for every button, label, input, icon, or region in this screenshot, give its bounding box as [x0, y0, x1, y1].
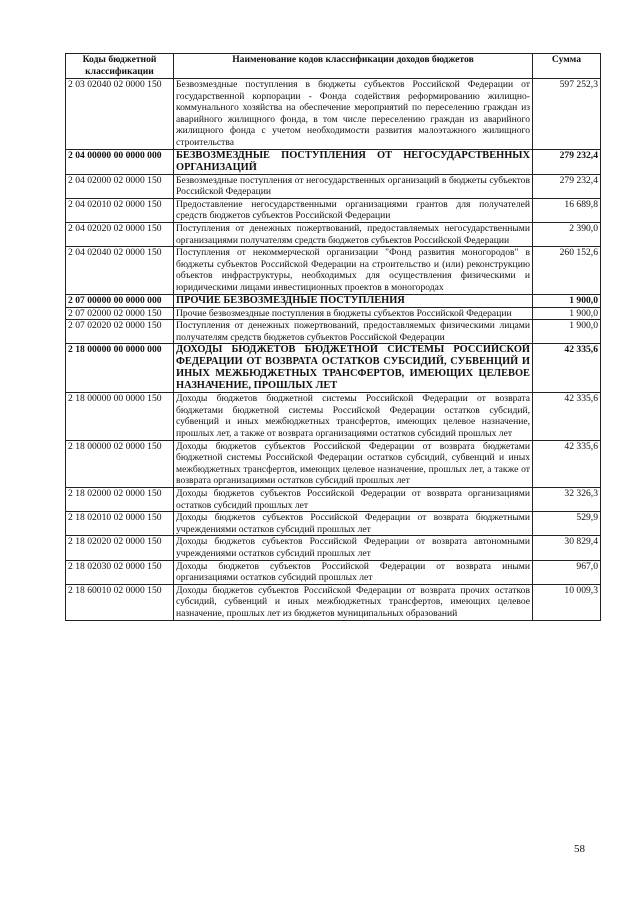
table-header-row: [66, 54, 601, 79]
row-name: Предоставление негосударственными организациями грантов для получателей средств бюджетов субъектов Российской Федерации: [174, 198, 533, 222]
row-amount: 42 335,6: [533, 344, 601, 393]
row-name: Поступления от некоммерческой организации "Фонд развития моногородов" в бюджеты субъектов Российской Федерации на строительство и (или) реконструкцию объектов инфраструктуры, необходимых для осуществления физическими и юридическими лицами инвестиционных проектов в моногородах: [174, 247, 533, 294]
row-amount: 279 232,4: [533, 149, 601, 174]
row-name: Безвозмездные поступления в бюджеты субъектов Российской Федерации от государственной корпорации - Фонда содействия реформированию жилищно-коммунального хозяйства на обеспечение мероприятий по переселению граждан из аварийного жилищного фонда, в том числе переселению граждан из аварийного жилищного фонда с учетом необходимости развития малоэтажного жилищного строительства: [174, 79, 533, 150]
row-amount: 279 232,4: [533, 174, 601, 198]
row-code: 2 18 00000 02 0000 150: [66, 440, 174, 487]
table-row: [66, 294, 601, 307]
budget-revenue-table: [65, 53, 601, 621]
row-name: Доходы бюджетов субъектов Российской Федерации от возврата бюджетами бюджетной системы Российской Федерации остатков субсидий, субвенций и иных межбюджетных трансфертов, имеющих целевое назначение, прошлых лет, а также от возврата организациями остатков субсидий прошлых лет: [174, 440, 533, 487]
row-code: 2 07 00000 00 0000 000: [66, 294, 174, 307]
row-amount: 1 900,0: [533, 307, 601, 320]
row-code: 2 07 02000 02 0000 150: [66, 307, 174, 320]
row-name: Доходы бюджетов субъектов Российской Федерации от возврата автономными учреждениями остатков субсидий прошлых лет: [174, 536, 533, 560]
row-code: 2 18 02030 02 0000 150: [66, 560, 174, 584]
table-row: [66, 393, 601, 440]
table-row: [66, 174, 601, 198]
row-code: 2 04 02020 02 0000 150: [66, 222, 174, 246]
row-code: 2 03 02040 02 0000 150: [66, 79, 174, 150]
table-row: [66, 344, 601, 393]
row-code: 2 04 02040 02 0000 150: [66, 247, 174, 294]
row-amount: 42 335,6: [533, 393, 601, 440]
row-amount: 529,9: [533, 512, 601, 536]
page-number: 58: [574, 843, 585, 855]
row-name: Поступления от денежных пожертвований, предоставляемых негосударственными организациями получателям средств бюджетов субъектов Российской Федерации: [174, 222, 533, 246]
row-code: 2 18 02000 02 0000 150: [66, 488, 174, 512]
row-code: 2 18 02020 02 0000 150: [66, 536, 174, 560]
table-row: [66, 79, 601, 150]
row-name: Доходы бюджетов субъектов Российской Федерации от возврата бюджетными учреждениями остатков субсидий прошлых лет: [174, 512, 533, 536]
row-amount: 260 152,6: [533, 247, 601, 294]
header-codes: Коды бюджетной классификации: [66, 54, 174, 79]
row-amount: 967,0: [533, 560, 601, 584]
table-row: [66, 247, 601, 294]
row-amount: 597 252,3: [533, 79, 601, 150]
row-amount: 32 326,3: [533, 488, 601, 512]
table-row: [66, 488, 601, 512]
row-name: ДОХОДЫ БЮДЖЕТОВ БЮДЖЕТНОЙ СИСТЕМЫ РОССИЙСКОЙ ФЕДЕРАЦИИ ОТ ВОЗВРАТА ОСТАТКОВ СУБСИДИЙ, СУБВЕНЦИЙ И ИНЫХ МЕЖБЮДЖЕТНЫХ ТРАНСФЕРТОВ, ИМЕЮЩИХ ЦЕЛЕВОЕ НАЗНАЧЕНИЕ, ПРОШЛЫХ ЛЕТ: [174, 344, 533, 393]
row-code: 2 07 02020 02 0000 150: [66, 320, 174, 344]
table-row: [66, 320, 601, 344]
row-name: Прочие безвозмездные поступления в бюджеты субъектов Российской Федерации: [174, 307, 533, 320]
row-name: Доходы бюджетов бюджетной системы Российской Федерации от возврата бюджетами бюджетной системы Российской Федерации остатков субсидий, субвенций и иных межбюджетных трансфертов, имеющих целевое назначение, прошлых лет, а также от возврата организациями остатков субсидий прошлых лет: [174, 393, 533, 440]
table-row: [66, 536, 601, 560]
row-amount: 42 335,6: [533, 440, 601, 487]
row-code: 2 04 00000 00 0000 000: [66, 149, 174, 174]
row-code: 2 18 00000 00 0000 000: [66, 344, 174, 393]
table-row: [66, 149, 601, 174]
header-name: Наименование кодов классификации доходов бюджетов: [174, 54, 533, 79]
row-name: Поступления от денежных пожертвований, предоставляемых физическими лицами получателям средств бюджетов субъектов Российской Федерации: [174, 320, 533, 344]
row-name: БЕЗВОЗМЕЗДНЫЕ ПОСТУПЛЕНИЯ ОТ НЕГОСУДАРСТВЕННЫХ ОРГАНИЗАЦИЙ: [174, 149, 533, 174]
table-row: [66, 222, 601, 246]
row-name: ПРОЧИЕ БЕЗВОЗМЕЗДНЫЕ ПОСТУПЛЕНИЯ: [174, 294, 533, 307]
table-row: [66, 440, 601, 487]
row-amount: 30 829,4: [533, 536, 601, 560]
header-sum: Сумма: [533, 54, 601, 79]
row-name: Доходы бюджетов субъектов Российской Федерации от возврата организациями остатков субсидий прошлых лет: [174, 488, 533, 512]
row-code: 2 04 02000 02 0000 150: [66, 174, 174, 198]
row-amount: 16 689,8: [533, 198, 601, 222]
table-row: [66, 512, 601, 536]
row-name: Доходы бюджетов субъектов Российской Федерации от возврата иными организациями остатков субсидий прошлых лет: [174, 560, 533, 584]
row-amount: 2 390,0: [533, 222, 601, 246]
row-name: Безвозмездные поступления от негосударственных организаций в бюджеты субъектов Российской Федерации: [174, 174, 533, 198]
row-code: 2 18 02010 02 0000 150: [66, 512, 174, 536]
row-code: 2 04 02010 02 0000 150: [66, 198, 174, 222]
table-row: [66, 560, 601, 584]
row-amount: 1 900,0: [533, 294, 601, 307]
row-name: Доходы бюджетов субъектов Российской Федерации от возврата прочих остатков субсидий, субвенций и иных межбюджетных трансфертов, имеющих целевое назначение, прошлых лет из бюджетов муниципальных образований: [174, 584, 533, 620]
table-row: [66, 198, 601, 222]
row-code: 2 18 00000 00 0000 150: [66, 393, 174, 440]
row-code: 2 18 60010 02 0000 150: [66, 584, 174, 620]
table-row: [66, 584, 601, 620]
row-amount: 10 009,3: [533, 584, 601, 620]
table-row: [66, 307, 601, 320]
row-amount: 1 900,0: [533, 320, 601, 344]
